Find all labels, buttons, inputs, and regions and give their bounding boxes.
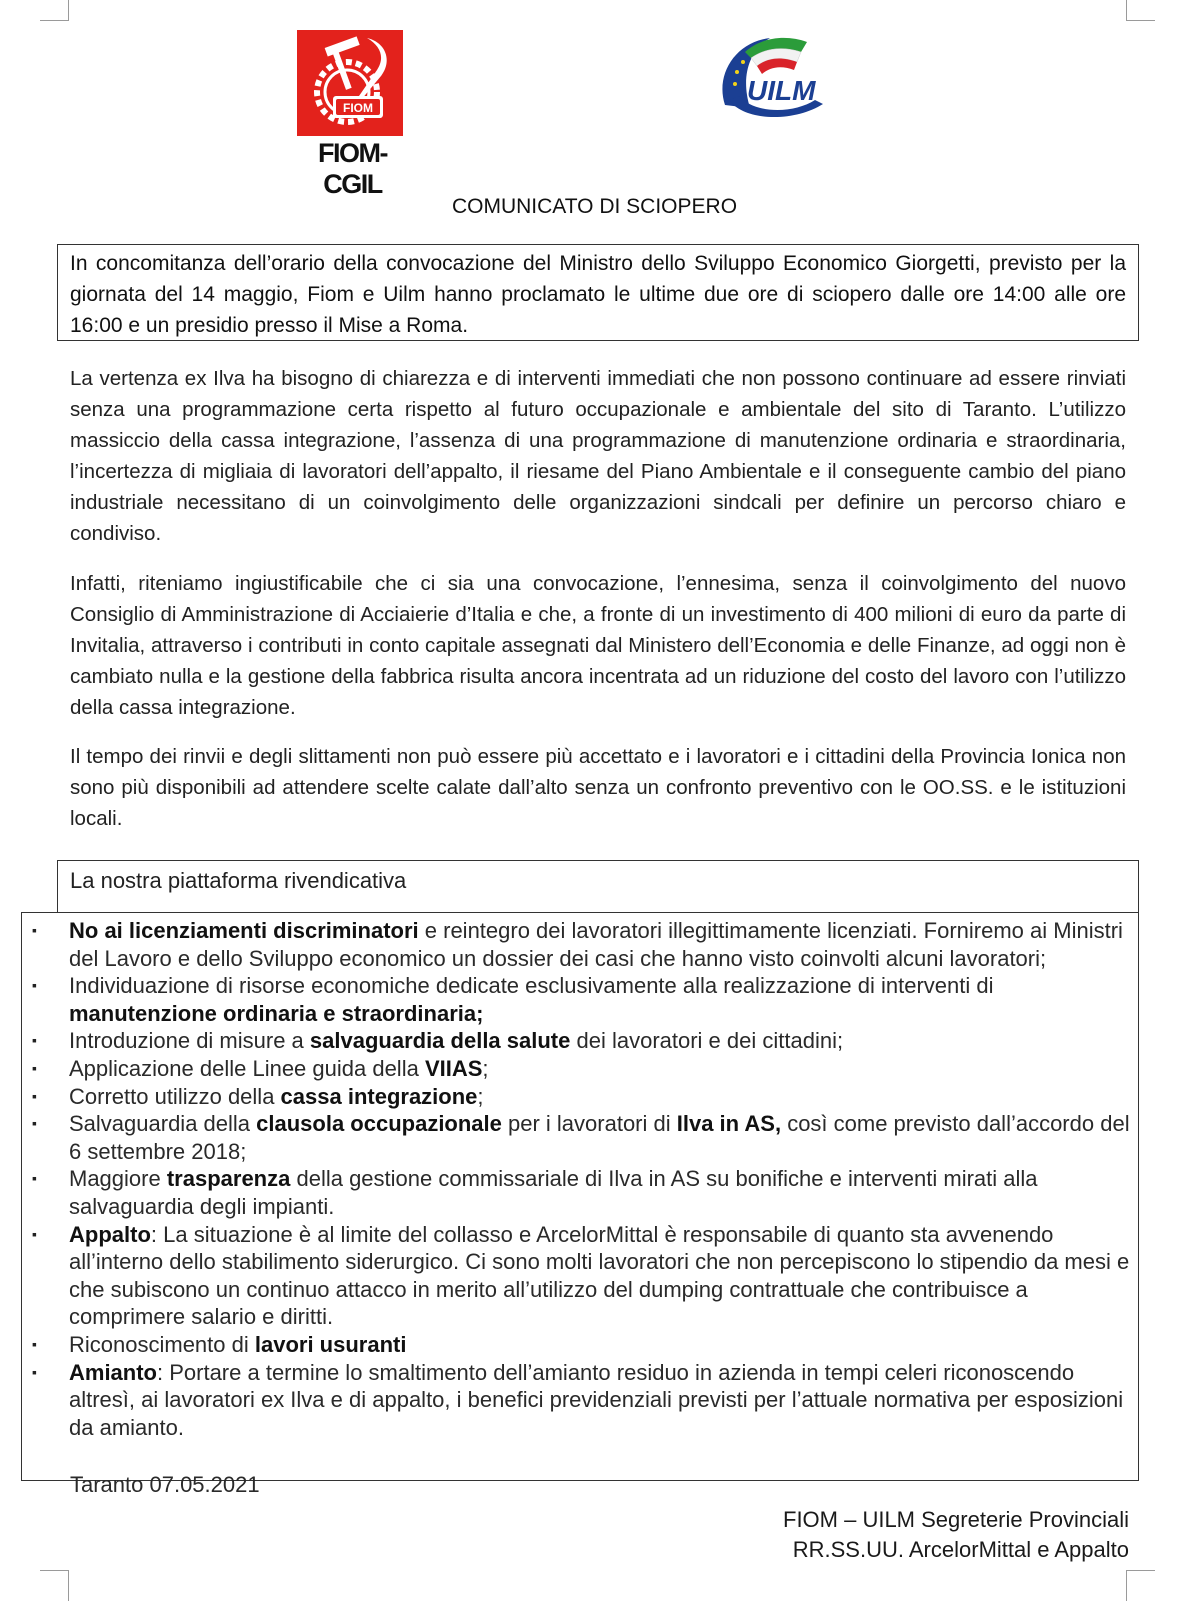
bullet-icon: ▪: [32, 1363, 37, 1380]
uilm-logo-text: UILM: [747, 75, 816, 106]
intro-paragraph: In concomitanza dell’orario della convocazione del Ministro dello Sviluppo Economico Giorgetti, previsto per la giornata del 14 maggio, Fiom e Uilm hanno proclamato le ultime due ore di sciopero dalle ore 14:00 alle ore 16:00 e un presidio presso il Mise a Roma.: [70, 252, 1126, 337]
platform-heading: La nostra piattaforma rivendicativa: [70, 868, 407, 893]
uilm-emblem-icon: [715, 30, 850, 125]
body-paragraph-2: Infatti, riteniamo ingiustificabile che ci sia una convocazione, l’ennesima, senza il coinvolgimento del nuovo Consiglio di Amministrazione di Acciaierie d’Italia e che, a fronte di un investimento di 400 milioni di euro da parte di Invitalia, attraverso i contributi in conto capitale assegnati dal Ministero dell’Economia e delle Finanze, ad oggi non è cambiato nulla e la gestione della fabbrica risulta ancora incentrata ad un riduzione del costo del lavoro con l’utilizzo della cassa integrazione.: [70, 572, 1126, 719]
body-paragraph-1: La vertenza ex Ilva ha bisogno di chiarezza e di interventi immediati che non possono continuare ad essere rinviati senza una programmazione certa rispetto al futuro occupazionale e ambientale del sito di Taranto. L’utilizzo massiccio della cassa integrazione, l’assenza di una programmazione di manutenzione ordinaria e straordinaria, l’incertezza di migliaia di lavoratori dell’appalto, il riesame del Piano Ambientale e il conseguente cambio del piano industriale necessitano di un coinvolgimento delle organizzazioni sindcali per definire un percorso chiaro e condiviso.: [70, 367, 1126, 545]
bullet-icon: ▪: [32, 1170, 37, 1187]
bullet-icon: ▪: [32, 1225, 37, 1242]
list-item: ▪ Applicazione delle Linee guida della VIIAS;: [32, 1055, 489, 1081]
bullet-icon: ▪: [32, 1087, 37, 1104]
list-item: ▪ Individuazione di risorse economiche dedicate esclusivamente alla realizzazione di interventi di manutenzione ordinaria e straordinaria;: [32, 973, 994, 1026]
list-item: ▪ Introduzione di misure a salvaguardia della salute dei lavoratori e dei cittadini;: [32, 1028, 844, 1054]
bullet-icon: ▪: [32, 1335, 37, 1352]
document-title: COMUNICATO DI SCIOPERO: [451, 195, 738, 218]
signature-line-2: RR.SS.UU. ArcelorMittal e Appalto: [792, 1537, 1129, 1562]
uilm-logo: [715, 30, 850, 125]
list-item: ▪ Riconoscimento di lavori usuranti: [32, 1331, 407, 1357]
body-paragraph-3: Il tempo dei rinvii e degli slittamenti non può essere più accettato e i lavoratori e i cittadini della Provincia Ionica non sono più disponibili ad attendere scelte calate dall’alto senza un confronto preventivo con le OO.SS. e le istituzioni locali.: [70, 745, 1126, 830]
signature-block: [783, 1505, 1129, 1565]
crop-mark-bottom-left: [40, 1570, 69, 1601]
list-item: ▪ Amianto: Portare a termine lo smaltimento dell’amianto residuo in azienda in tempi celeri riconoscendo altresì, ai lavoratori ex Ilva e di appalto, i benefici previdenziali previsti per l’attuale normativa per esposizioni da amianto.: [32, 1359, 1124, 1440]
list-item: ▪ Corretto utilizzo della cassa integrazione;: [32, 1083, 484, 1109]
document-date: Taranto 07.05.2021: [70, 1472, 260, 1497]
bullet-icon: ▪: [32, 1115, 37, 1132]
fiom-emblem: [297, 30, 403, 136]
bullet-icon: ▪: [32, 1032, 37, 1049]
bullet-icon: ▪: [32, 977, 37, 994]
fiom-cgil-logo: [295, 28, 407, 199]
signature-line-1: FIOM – UILM Segreterie Provinciali: [783, 1507, 1129, 1532]
crop-mark-top-right: [1126, 0, 1155, 21]
list-item: ▪ Appalto: La situazione è al limite del collasso e ArcelorMittal è responsabile di quanto sta avvenendo all’interno dello stabilimento siderurgico. Ci sono molti lavoratori che non percepiscono lo stipendio da mesi e che subiscono un continuo attacco in merito all’utilizzo del dumping contrattuale che contribuisce a comprimere salario e diritti.: [32, 1221, 1130, 1330]
fiom-cgil-caption: FIOM-CGIL: [318, 138, 387, 199]
list-item: ▪ No ai licenziamenti discriminatori e reintegro dei lavoratori illegittimamente licenziati. Forniremo ai Ministri del Lavoro e dello Sviluppo economico un dossier dei casi che hanno visto coinvolti alcuni lavoratori;: [32, 918, 1123, 971]
crop-mark-bottom-right: [1126, 1570, 1155, 1601]
list-item: ▪ Maggiore trasparenza della gestione commissariale di Ilva in AS su bonifiche e interventi mirati alla salvaguardia degli impianti.: [32, 1166, 1038, 1219]
fiom-emblem-label: FIOM: [343, 101, 373, 115]
bullet-icon: ▪: [32, 1059, 37, 1076]
crop-mark-top-left: [40, 0, 69, 21]
list-item: ▪ Salvaguardia della clausola occupazionale per i lavoratori di Ilva in AS, così come previsto dall’accordo del 6 settembre 2018;: [32, 1111, 1130, 1164]
platform-list: [32, 917, 1132, 1441]
gear-anvil-icon: [297, 30, 403, 136]
bullet-icon: ▪: [32, 922, 37, 938]
